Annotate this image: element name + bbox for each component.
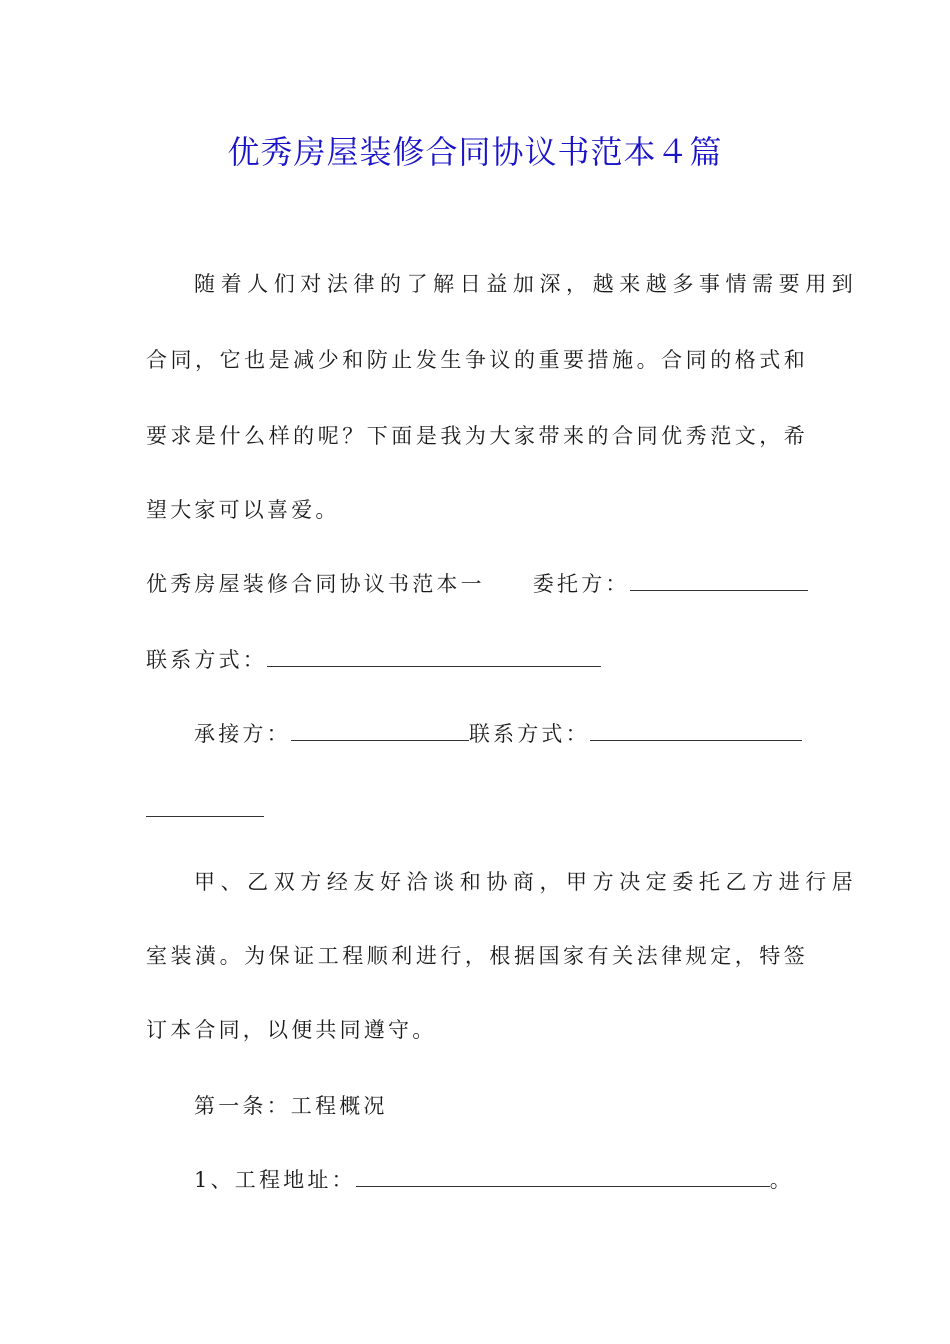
intro-line-1: 随着人们对法律的了解日益加深，越来越多事情需要用到 [194,272,856,296]
contact-continuation-row [146,794,808,826]
contact-blank-1[interactable] [267,646,601,667]
address-label: 1、工程地址： [194,1168,356,1192]
principal-row [146,568,808,600]
agreement-line-3: 订本合同，以便共同遵守。 [146,1018,437,1042]
agreement-line-2: 室装潢。为保证工程顺利进行，根据国家有关法律规定，特签 [146,944,808,968]
intro-line-3: 要求是什么样的呢？下面是我为大家带来的合同优秀范文，希 [146,424,808,448]
document-title: 优秀房屋装修合同协议书范本４篇 [227,133,723,171]
contractor-blank[interactable] [291,720,469,741]
contractor-row [146,718,856,750]
contact-label-1: 联系方式： [146,648,267,672]
address-end: 。 [769,1168,794,1192]
principal-blank[interactable] [630,570,808,591]
agreement-line-1: 甲、乙双方经友好洽谈和协商，甲方决定委托乙方进行居 [194,870,856,894]
intro-line-2: 合同，它也是减少和防止发生争议的重要措施。合同的格式和 [146,348,808,372]
section-one-title: 优秀房屋装修合同协议书范本一 [146,572,485,596]
contact-blank-2[interactable] [590,720,802,741]
contractor-label: 承接方： [194,722,291,746]
address-row [146,1164,856,1196]
contact-label-2: 联系方式： [468,722,590,746]
contact-row-1 [146,644,808,676]
address-blank[interactable] [356,1166,770,1187]
principal-label: 委托方： [532,572,630,596]
contact-blank-continuation[interactable] [146,796,264,817]
intro-line-4: 望大家可以喜爱。 [146,498,340,522]
article-one-heading: 第一条：工程概况 [194,1094,388,1118]
